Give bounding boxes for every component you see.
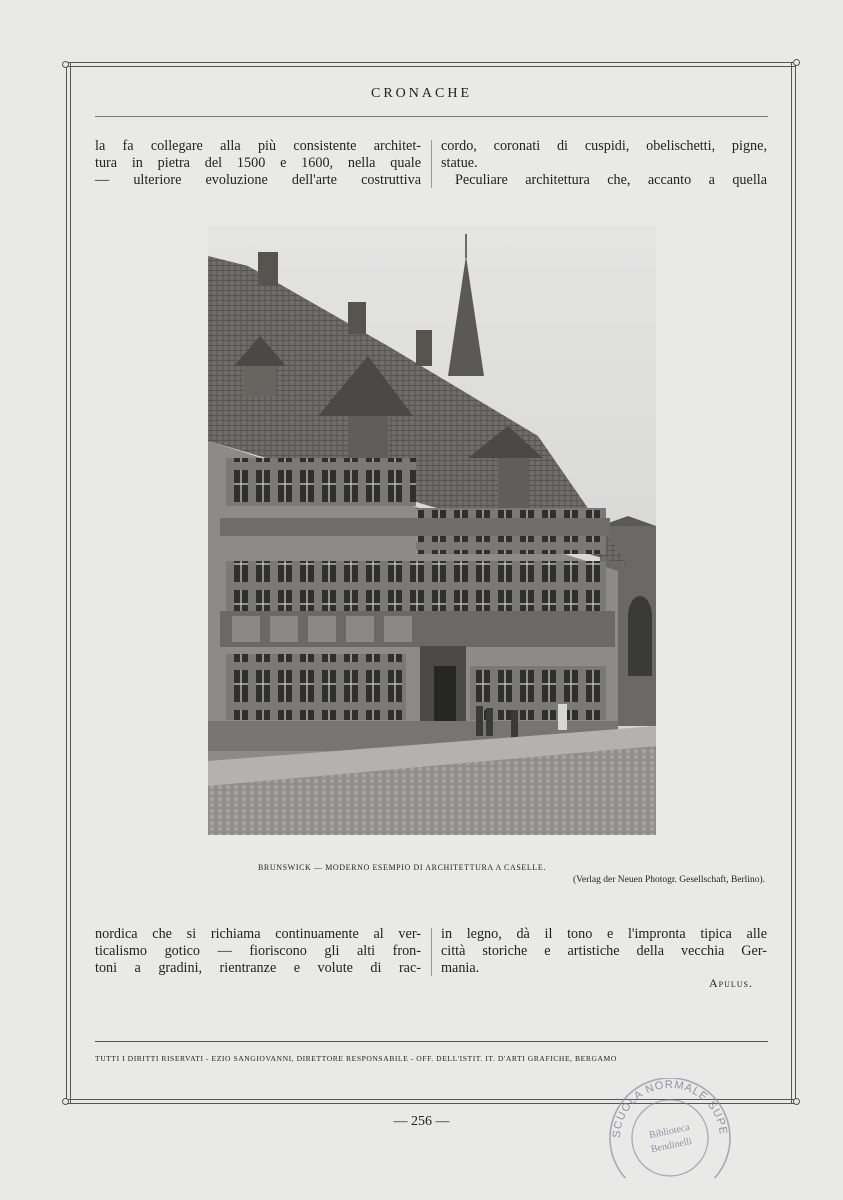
footer-rule	[95, 1041, 768, 1042]
column-separator	[431, 140, 432, 188]
text-line: Peculiare architettura che, accanto a quella	[455, 172, 767, 188]
building-photograph	[208, 226, 656, 835]
text-line: cordo, coronati di cuspidi, obelischetti, pigne,	[441, 138, 767, 154]
header-rule	[95, 116, 768, 117]
page-number: — 256 —	[393, 1114, 450, 1129]
photo-credit: (Verlag der Neuen Photogr. Gesellschaft, Berlino).	[572, 875, 765, 885]
text-line: città storiche e artistiche della vecchia Ger-	[441, 943, 767, 959]
page-title: CRONACHE	[370, 86, 472, 101]
column-separator	[431, 928, 432, 976]
text-line: tura in pietra del 1500 e 1600, nella quale	[95, 155, 421, 171]
text-line: — ulteriore evoluzione dell'arte costruttiva	[95, 172, 421, 188]
top-left-column	[95, 138, 421, 189]
stamp-center-line2: Bendinelli	[649, 1135, 694, 1156]
text-line: ticalismo gotico — fioriscono gli alti fron-	[95, 943, 421, 959]
text-line: nordica che si richiama continuamente al ver-	[95, 926, 421, 942]
photo-illustration	[208, 226, 656, 835]
stamp-ring-text: SCUOLA NORMALE SUPE	[610, 1078, 730, 1139]
text-line: toni a gradini, rientranze e volute di rac-	[95, 960, 421, 976]
author-signature: Apulus.	[708, 976, 753, 990]
stamp-seal	[598, 1078, 742, 1178]
stamp-center-line1: Biblioteca	[648, 1121, 691, 1142]
photo-caption: BRUNSWICK — MODERNO ESEMPIO DI ARCHITETTURA A CASELLE.	[258, 863, 546, 872]
text-line: la fa collegare alla più consistente architet-	[95, 138, 421, 154]
text-line: statue.	[441, 155, 478, 171]
bottom-left-column	[95, 926, 421, 977]
top-right-column	[441, 138, 767, 189]
text-line: mania.	[441, 960, 480, 976]
library-stamp	[598, 1078, 742, 1178]
text-line: in legno, dà il tono e l'impronta tipica alle	[441, 926, 767, 942]
footer-rights: TUTTI I DIRITTI RISERVATI - EZIO SANGIOVANNI, DIRETTORE RESPONSABILE - OFF. DELL'ISTIT. IT. D'ARTI GRAFICHE, BERGAMO	[95, 1054, 617, 1063]
bottom-right-column	[441, 926, 767, 977]
